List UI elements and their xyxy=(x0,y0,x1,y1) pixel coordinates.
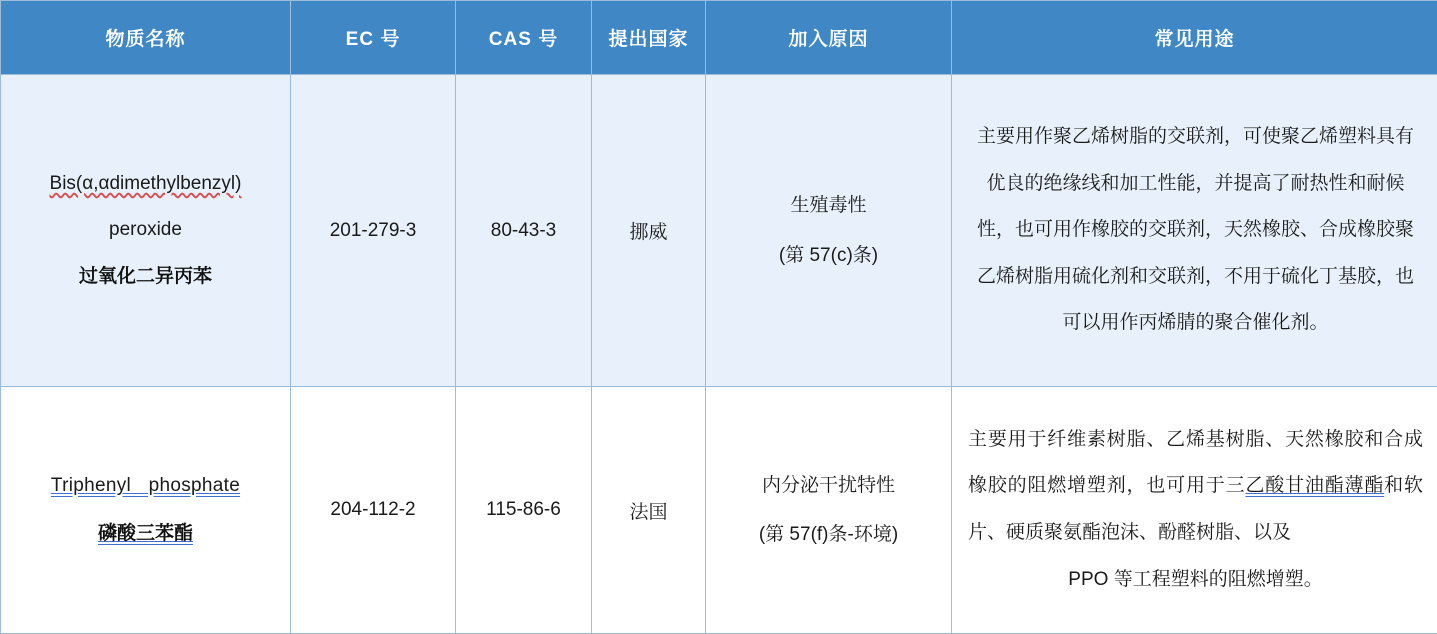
reason-article-text: (第 57(f)条-环境) xyxy=(758,524,899,545)
ec-number-cell: 201-279-3 xyxy=(291,75,456,387)
reason-cell xyxy=(706,387,952,634)
cas-number-cell: 80-43-3 xyxy=(456,75,592,387)
substance-name-latin-line2: peroxide xyxy=(109,218,182,240)
substance-name-latin-line1: Bis(α,αdimethylbenzyl) xyxy=(49,173,242,195)
common-uses-cell xyxy=(952,75,1437,387)
substance-name-cell xyxy=(1,75,291,387)
reason-main-text: 内分泌干扰特性 xyxy=(761,474,895,496)
column-header-reason: 加入原因 xyxy=(706,1,952,75)
common-uses-text-part1: 主要用于纤维素树脂、乙烯基树脂、天然橡胶和合成橡胶的阻燃增塑剂，也可用于三 xyxy=(968,428,1423,497)
column-header-common-uses: 常见用途 xyxy=(952,1,1437,75)
substance-name-chinese: 过氧化二异丙苯 xyxy=(78,266,212,288)
substance-name-chinese: 磷酸三苯酯 xyxy=(97,523,193,544)
table-header-row xyxy=(1,1,1437,75)
column-header-ec-number: EC 号 xyxy=(291,1,456,75)
country-cell: 挪威 xyxy=(592,75,706,387)
cas-number-cell: 115-86-6 xyxy=(456,387,592,634)
substance-name-cell xyxy=(1,387,291,634)
table-row xyxy=(1,387,1437,634)
common-uses-text-underlined: 乙酸甘油酯薄酯 xyxy=(1245,475,1385,497)
country-cell: 法国 xyxy=(592,387,706,634)
column-header-substance-name: 物质名称 xyxy=(1,1,291,75)
common-uses-text: 主要用作聚乙烯树脂的交联剂，可使聚乙烯塑料具有优良的绝缘线和加工性能，并提高了耐热性和耐候性，也可用作橡胶的交联剂，天然橡胶、合成橡胶聚乙烯树脂用硫化剂和交联剂，不用于硫化丁基胶，也可以用作丙烯腈的聚合催化剂。 xyxy=(976,126,1414,334)
common-uses-text-part3: PPO 等工程塑料的阻燃增塑。 xyxy=(1068,568,1323,590)
common-uses-text xyxy=(968,417,1423,557)
ec-number-cell: 204-112-2 xyxy=(291,387,456,634)
reason-main-text: 生殖毒性 xyxy=(790,195,867,217)
substance-name-latin-line1: Triphenyl phosphate xyxy=(50,475,241,497)
column-header-country: 提出国家 xyxy=(592,1,706,75)
reason-article-text: (第 57(c)条) xyxy=(778,244,879,266)
table-row xyxy=(1,75,1437,387)
table-header xyxy=(1,1,1437,75)
reason-cell xyxy=(706,75,952,387)
common-uses-text-part2: 和软片、硬质聚氨酯泡沫、酚醛树脂、以及 xyxy=(968,475,1423,543)
table-body xyxy=(1,75,1437,634)
column-header-cas-number: CAS 号 xyxy=(456,1,592,75)
common-uses-cell xyxy=(952,387,1437,634)
